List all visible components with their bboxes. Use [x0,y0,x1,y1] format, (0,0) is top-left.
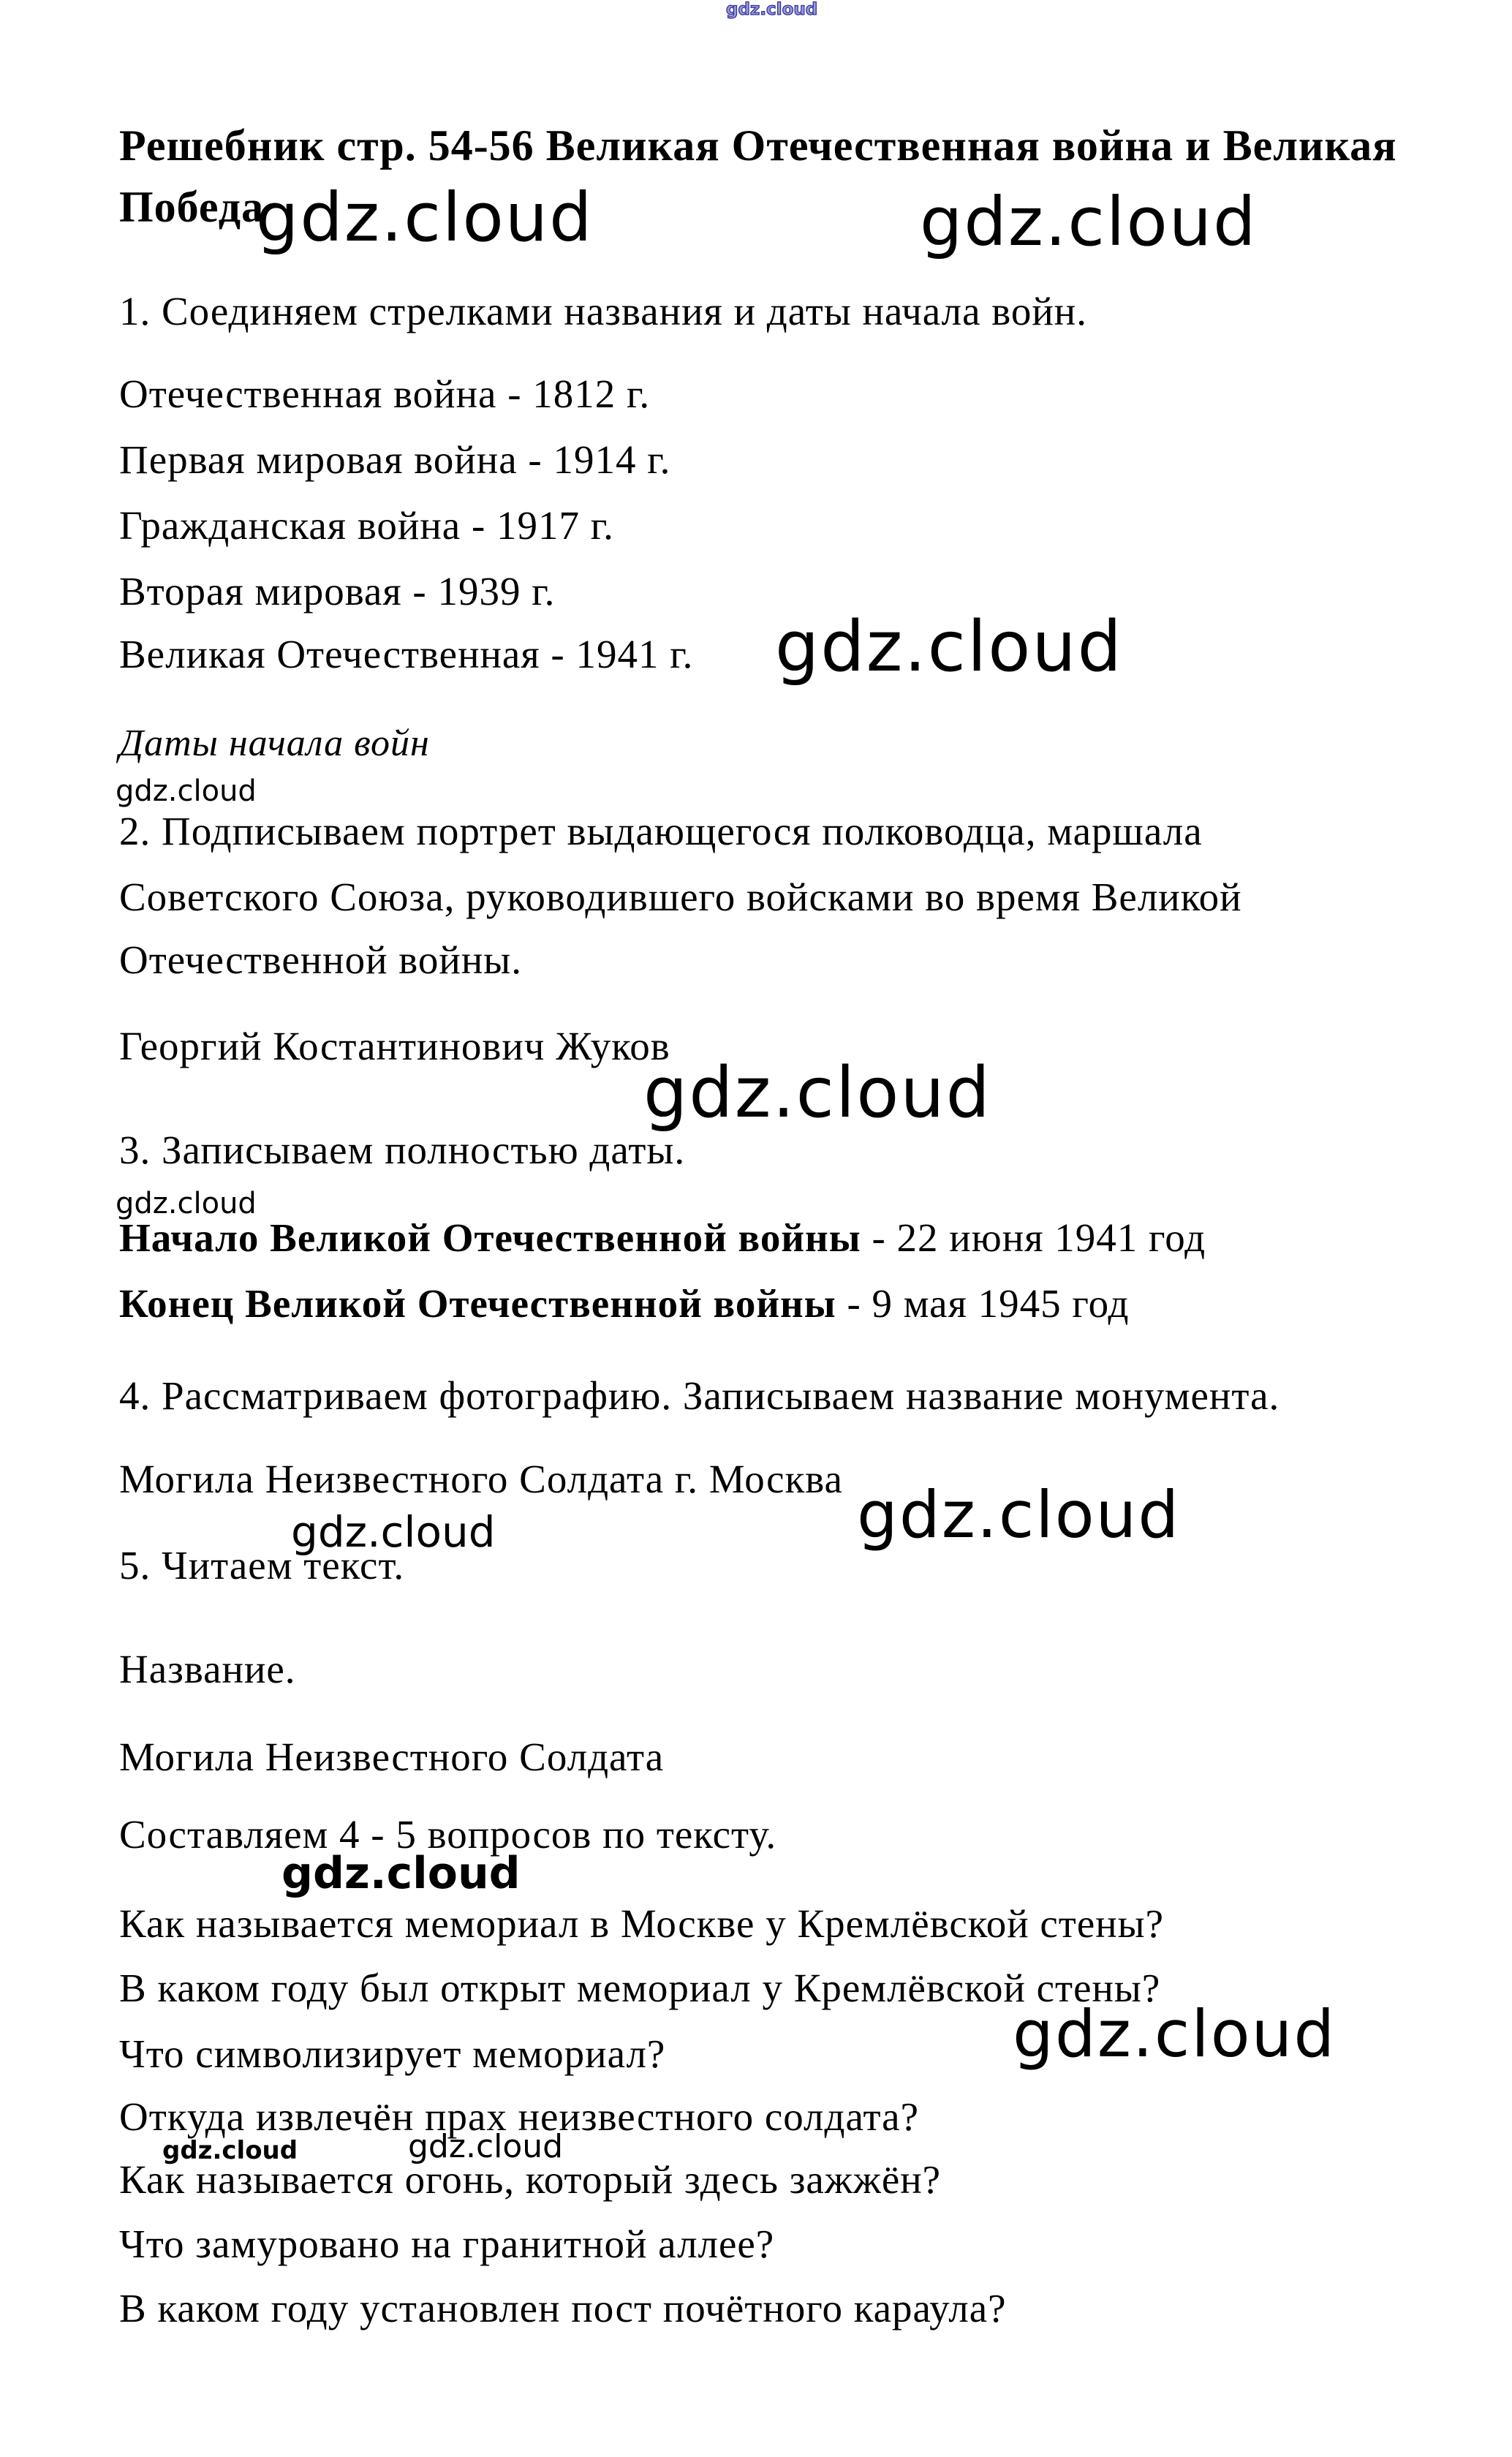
task3-answer-end-value: - 9 мая 1945 год [836,1281,1130,1326]
gdz-cloud-watermark: gdz.cloud [256,178,594,257]
question-item: В каком году был открыт мемориал у Кремлёвской стены? [119,1966,1161,2010]
question-item: В каком году установлен пост почётного караула? [119,2286,1007,2330]
task3-heading: 3. Записываем полностью даты. [119,1128,686,1172]
question-item: Как называется огонь, который здесь зажжён? [119,2157,942,2202]
gdz-cloud-watermark: gdz.cloud [920,183,1258,261]
gdz-cloud-watermark: gdz.cloud [1013,1996,1337,2072]
gdz-cloud-watermark-small: gdz.cloud [408,2128,564,2165]
gdz-cloud-watermark: gdz.cloud [857,1477,1181,1552]
task3-answer-start-label: Начало Великой Отечественной войны [119,1215,861,1260]
task4-answer: Могила Неизвестного Солдата г. Москва [119,1457,843,1501]
question-item: Что символизирует мемориал? [119,2031,666,2076]
gdz-cloud-watermark-small: gdz.cloud [162,2136,298,2165]
task2-answer: Георгий Костантинович Жуков [119,1024,670,1068]
task5-compose-heading: Составляем 4 - 5 вопросов по тексту. [119,1812,777,1857]
task5-subheading: Название. [119,1647,296,1691]
war-date-item: Первая мировая война - 1914 г. [119,437,671,482]
question-item: Как называется мемориал в Москве у Кремлёвской стены? [119,1901,1165,1946]
question-item: Откуда извлечён прах неизвестного солдата? [119,2094,920,2139]
task1-caption: Даты начала войн [119,722,430,764]
war-date-item: Отечественная война - 1812 г. [119,371,651,416]
task3-answer-start-value: - 22 июня 1941 год [861,1215,1206,1260]
gdz-cloud-watermark-top: gdz.cloud [726,0,818,19]
war-date-item: Великая Отечественная - 1941 г. [119,632,694,676]
war-date-item: Вторая мировая - 1939 г. [119,569,556,614]
question-item: Что замуровано на гранитной аллее? [119,2222,775,2266]
gdz-cloud-watermark: gdz.cloud [291,1507,496,1557]
page-title-line1: Решебник стр. 54-56 Великая Отечественная война и Великая [119,121,1397,170]
war-date-item: Гражданская война - 1917 г. [119,503,614,548]
task3-answer-start [119,1215,1206,1261]
task3-answer-end [119,1281,1129,1326]
task2-heading-line3: Отечественной войны. [119,937,522,982]
task4-heading: 4. Рассматриваем фотографию. Записываем название монумента. [119,1373,1280,1418]
gdz-cloud-watermark: gdz.cloud [643,1053,991,1133]
gdz-cloud-watermark-bold: gdz.cloud [281,1848,521,1899]
task2-heading-line1: 2. Подписываем портрет выдающегося полководца, маршала [119,809,1203,853]
task3-answer-end-label: Конец Великой Отечественной войны [119,1281,836,1326]
gdz-cloud-watermark-small: gdz.cloud [116,1187,257,1220]
task5-answer: Могила Неизвестного Солдата [119,1735,665,1779]
gdz-cloud-watermark: gdz.cloud [775,607,1123,687]
task2-heading-line2: Советского Союза, руководившего войсками во время Великой [119,875,1242,919]
task5-heading: 5. Читаем текст. [119,1543,405,1588]
task1-heading: 1. Соединяем стрелками названия и даты начала войн. [119,289,1087,333]
page-title-line2: Победа [119,183,265,231]
gdz-cloud-watermark-small: gdz.cloud [116,774,257,808]
